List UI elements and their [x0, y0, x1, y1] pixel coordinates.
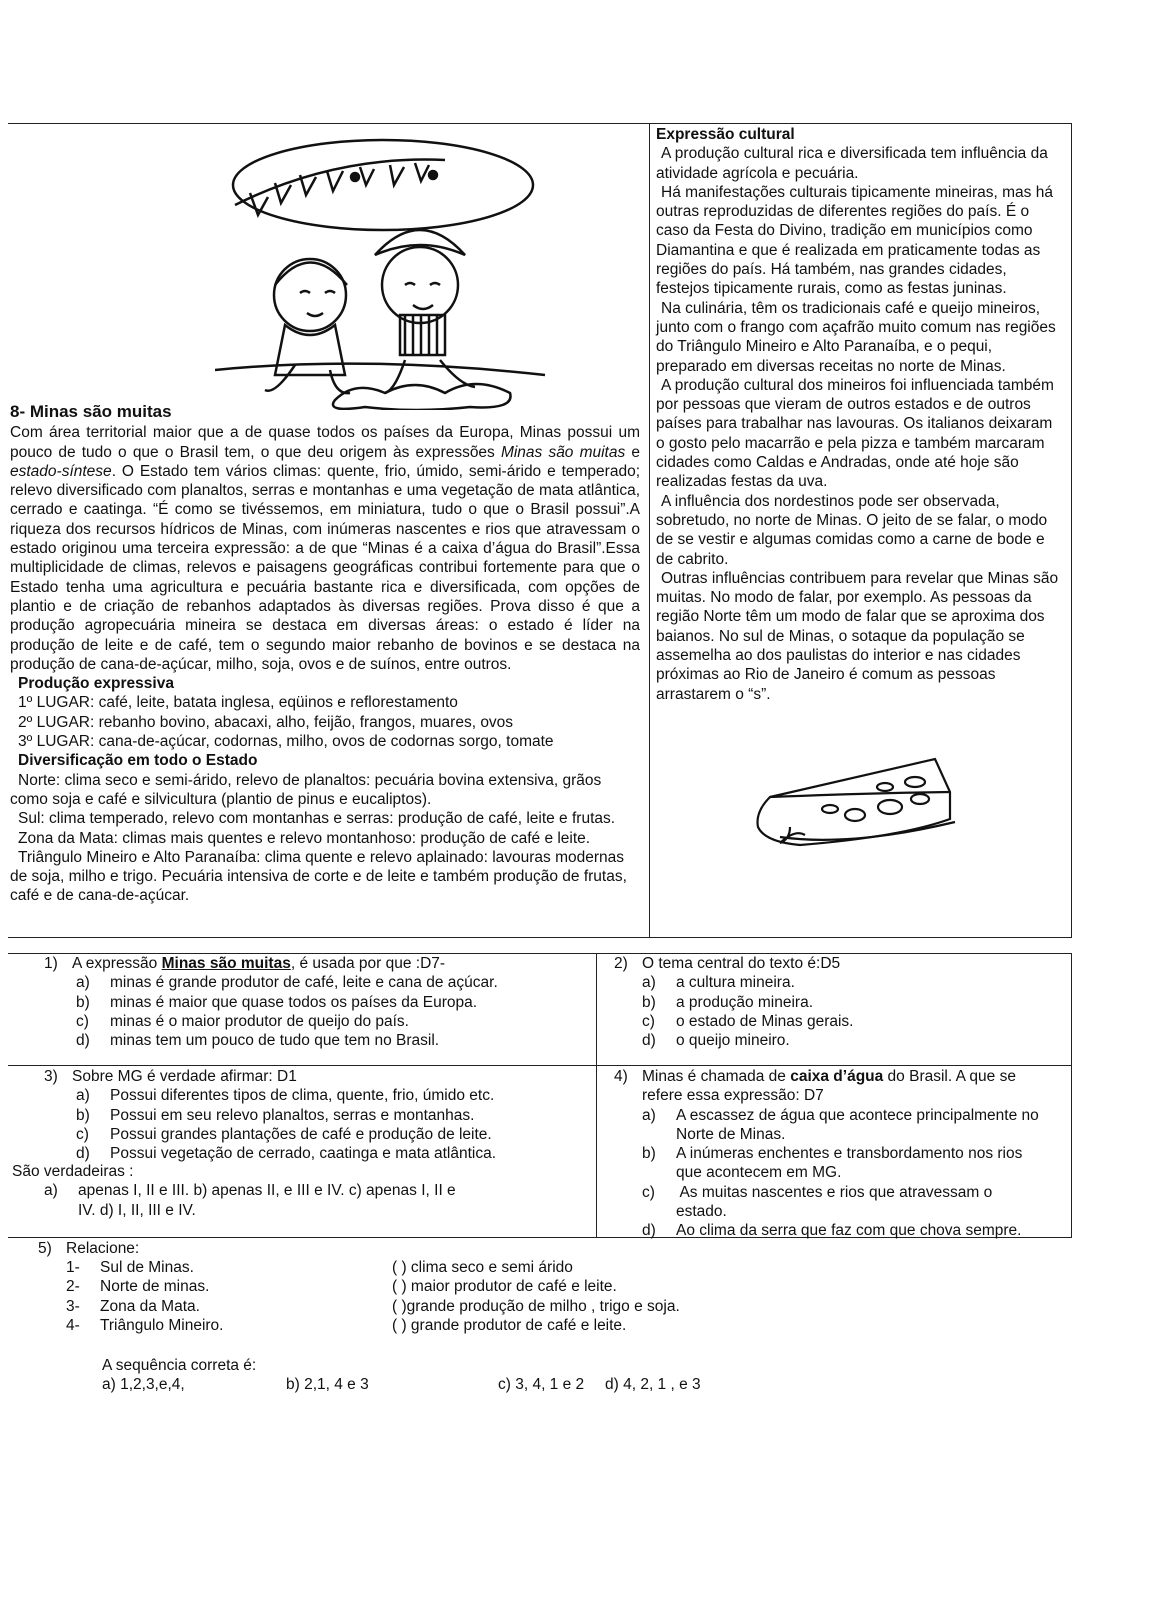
- norte-text: Norte: clima seco e semi-árido, relevo de planaltos: pecuária bovina extensiva, grãos como soja e café e silvicultura (plantio de pinus e eucaliptos).: [10, 771, 602, 808]
- option-text: a produção mineira.: [676, 993, 813, 1011]
- option-text: As muitas nascentes e rios que atravessam o: [676, 1183, 993, 1201]
- option-text: minas é maior que quase todos os países da Europa.: [110, 993, 478, 1011]
- triangulo-text: Triângulo Mineiro e Alto Paranaíba: clima quente e relevo aplainado: lavouras modernas de soja, milho e trigo. Pecuária intensiva de corte e de leite e também produção de frutas, café e de cana-de-açúcar.: [10, 848, 627, 905]
- relacione-item-1: [66, 1258, 386, 1277]
- option-text: o queijo mineiro.: [676, 1032, 790, 1050]
- question-3-options: [44, 1086, 594, 1163]
- divers-title: Diversificação em todo o Estado: [18, 752, 258, 770]
- question-4-options: [614, 1106, 1069, 1241]
- cheese-illustration: [750, 757, 965, 857]
- question-4-stem-line-2: refere essa expressão: D7: [642, 1087, 824, 1105]
- item-number: 2-: [66, 1278, 80, 1296]
- item-text: Possui grandes plantações de café e produção de leite.: [110, 1125, 492, 1143]
- option-text: A escassez de água que acontece principalmente no: [676, 1106, 1039, 1124]
- item-label: d): [76, 1145, 90, 1163]
- intro-part-1: Com área territorial maior que a de quase todos os países da Europa, Minas possui um pouco de tudo o que o Brasil tem, o que deu origem às expressões: [10, 424, 640, 461]
- cultural-paragraph-2: Há manifestações culturais tipicamente mineiras, mas há outras reproduzidas de diferentes regiões do país. É o caso da Festa do Divino, tradição em municípios como Diamantina e que é realizada em praticamente todas as regiões do país. Há também, nas grandes cidades, festejos tipicamente rurais, como as festas juninas.: [656, 183, 1053, 298]
- lugares-list: [10, 693, 640, 751]
- option-2b[interactable]: [642, 993, 1064, 1012]
- right-article: [656, 125, 1064, 704]
- cultural-paragraph-1: A produção cultural rica e diversificada tem influência da atividade agrícola e pecuária.: [656, 145, 1048, 182]
- option-text: a cultura mineira.: [676, 974, 795, 992]
- item-3d: [76, 1144, 594, 1163]
- item-label: c): [76, 1125, 89, 1143]
- option-label: a): [76, 974, 90, 992]
- question-4-pre: Minas é chamada de: [642, 1068, 791, 1085]
- intro-emphasis-2: estado-síntese: [10, 462, 112, 480]
- blank-2[interactable]: ( ) maior produtor de café e leite.: [392, 1278, 617, 1296]
- option-text-cont: que acontecem em MG.: [676, 1164, 842, 1182]
- option-4d[interactable]: [642, 1221, 1069, 1240]
- lugar-2: 2º LUGAR: rebanho bovino, abacaxi, alho, feijão, frangos, muares, ovos: [18, 713, 514, 731]
- q-table-mid: [8, 1065, 1072, 1066]
- q-table-col: [596, 953, 597, 1237]
- question-4-stem: [614, 1067, 1069, 1086]
- item-text: Possui em seu relevo planaltos, serras e montanhas.: [110, 1106, 475, 1124]
- answer-line-2[interactable]: IV. d) I, II, III e IV.: [78, 1201, 196, 1219]
- option-text: A inúmeras enchentes e transbordamento nos rios: [676, 1145, 1023, 1163]
- item-3c: [76, 1125, 594, 1144]
- question-2-options: [614, 973, 1064, 1050]
- blank-4[interactable]: ( ) grande produtor de café e leite.: [392, 1316, 627, 1334]
- option-label: c): [76, 1012, 89, 1030]
- relacione-item-3: [66, 1297, 386, 1316]
- item-number: 4-: [66, 1316, 80, 1334]
- option-label: b): [642, 1145, 656, 1163]
- sequence-prompt: A sequência correta é:: [102, 1357, 257, 1374]
- question-5-text: Relacione:: [66, 1240, 140, 1257]
- question-5-stem: [38, 1239, 758, 1258]
- option-label: d): [642, 1222, 656, 1240]
- option-text-cont: Norte de Minas.: [676, 1125, 786, 1143]
- relacione-item-4: [66, 1316, 386, 1335]
- right-column-border: [1071, 123, 1072, 938]
- item-label: a): [76, 1087, 90, 1105]
- top-section-bottom-rule: [8, 937, 1072, 938]
- blank-3[interactable]: ( )grande produção de milho , trigo e soja.: [392, 1297, 680, 1315]
- cultural-paragraph-6: Outras influências contribuem para revelar que Minas são muitas. No modo de falar, por exemplo. As pessoas da região Norte têm um modo de falar que se aproxima dos baianos. No sul de Minas, o sotaque da população se assemelha ao dos paulistas do interior e nas cidades próximas ao Rio de Janeiro é comum as pessoas arrastarem o “s”.: [656, 569, 1059, 703]
- intro-part-2: e: [625, 443, 640, 461]
- intro-part-3: . O Estado tem vários climas: quente, frio, úmido, semi-árido e temperado; relevo diversificado com planaltos, serras e montanhas e uma vegetação de mata atlântica, cerrado e caatinga. “É como se tivéssemos, em miniatura, tudo o que o Brasil possui”.A riqueza dos recursos hídricos de Minas, com inúmeras nascentes e rios que atravessam o estado originou uma terceira expressão: a de que “Minas é a caixa d’água do Brasil”.Essa multiplicidade de climas, relevos e paisagens geográficas contribui fortemente para que o Estado tenha uma agricultura e pecuária bastante rica e diversificada, com opções de plantio e de criação de rebanhos adaptados às diversas regiões. Prova disso é que a produção agropecuária mineira se destaca em diversas áreas: o estado é líder na produção de leite e de café, tem o segundo maior rebanho de bovinos e se destaca na produção de cana-de-açúcar, milho, soja, ovos e de suínos, entre outros.: [10, 462, 640, 673]
- item-text: Zona da Mata.: [100, 1297, 200, 1315]
- question-4-number: 4): [614, 1068, 628, 1085]
- option-1d[interactable]: [76, 1031, 594, 1050]
- option-2c[interactable]: [642, 1012, 1064, 1031]
- festa-junina-illustration: [215, 135, 560, 410]
- column-divider: [649, 123, 650, 938]
- question-1-post: , é usada por que :D7-: [290, 955, 446, 972]
- item-text: Triângulo Mineiro.: [100, 1316, 224, 1334]
- cultural-paragraph-4: A produção cultural dos mineiros foi influenciada também por pessoas que vieram de outros estados e de outros países para trabalhar nas lavouras. Os italianos deixaram o gosto pelo macarrão e pela pizza e também marcaram cidades como Caldas e Andradas, onde até hoje são realizadas festas da uva.: [656, 376, 1054, 491]
- relacione-items: [66, 1258, 386, 1335]
- item-number: 3-: [66, 1297, 80, 1315]
- sul-text: Sul: clima temperado, relevo com montanhas e serras: produção de café, leite e frutas.: [18, 810, 616, 828]
- blank-1[interactable]: ( ) clima seco e semi árido: [392, 1259, 573, 1276]
- cultural-title: Expressão cultural: [656, 126, 795, 143]
- option-text-cont: estado.: [676, 1203, 727, 1221]
- question-2: [614, 954, 1064, 1050]
- question-2-text: O tema central do texto é:D5: [642, 955, 841, 972]
- option-text: o estado de Minas gerais.: [676, 1012, 854, 1030]
- option-text: Ao clima da serra que faz com que chova sempre.: [676, 1222, 1022, 1240]
- question-1-stem: [44, 954, 594, 973]
- question-4-bold: caixa d’água: [790, 1068, 884, 1085]
- question-5-number: 5): [38, 1240, 52, 1257]
- question-3: [44, 1067, 594, 1163]
- option-text: minas é o maior produtor de queijo do país.: [110, 1012, 409, 1030]
- question-1-bold: Minas são muitas: [161, 955, 291, 972]
- option-label: c): [642, 1012, 655, 1030]
- question-3-answers: [12, 1162, 592, 1220]
- intro-emphasis-1: Minas são muitas: [500, 443, 626, 461]
- question-2-stem: [614, 954, 1064, 973]
- question-5: [38, 1239, 758, 1393]
- left-article: [10, 402, 640, 906]
- relacione-item-2: [66, 1277, 386, 1296]
- sequence-answer-d[interactable]: d) 4, 2, 1 , e 3: [605, 1376, 701, 1393]
- sequence-answer-b[interactable]: b) 2,1, 4 e 3: [286, 1376, 369, 1393]
- producao-title: Produção expressiva: [18, 675, 174, 693]
- option-2d[interactable]: [642, 1031, 1064, 1050]
- option-4b[interactable]: [642, 1144, 1069, 1183]
- question-1-options: [44, 973, 594, 1050]
- cultural-paragraph-3: Na culinária, têm os tradicionais café e queijo mineiros, junto com o frango com açafrão muito comum nas regiões do Triângulo Mineiro e Alto Paranaíba, e o pequi, preparado em diversas receitas no norte de Minas.: [656, 299, 1056, 375]
- sequence-answer-a[interactable]: a) 1,2,3,e,4,: [102, 1376, 185, 1393]
- item-number: 1-: [66, 1259, 80, 1276]
- option-label: d): [642, 1032, 656, 1050]
- relacione-blanks: [392, 1258, 752, 1335]
- sequence-answer-c[interactable]: c) 3, 4, 1 e 2: [498, 1376, 585, 1393]
- option-2a[interactable]: [642, 973, 1064, 992]
- question-3-stem: [44, 1067, 594, 1086]
- option-label: a): [642, 974, 656, 992]
- question-3-text: Sobre MG é verdade afirmar: D1: [72, 1068, 297, 1085]
- question-1-number: 1): [44, 955, 58, 972]
- cultural-paragraph-5: A influência dos nordestinos pode ser observada, sobretudo, no norte de Minas. O jeito de se falar, o modo de se vestir e algumas comidas como a carne de bode e de cabrito.: [656, 492, 1048, 568]
- answer-line-1[interactable]: [12, 1181, 592, 1200]
- option-text: minas tem um pouco de tudo que tem no Brasil.: [110, 1032, 440, 1050]
- option-1c[interactable]: [76, 1012, 594, 1031]
- option-label: d): [76, 1032, 90, 1050]
- lugar-1: 1º LUGAR: café, leite, batata inglesa, eqüinos e reflorestamento: [18, 694, 458, 712]
- question-1-pre: A expressão: [72, 955, 162, 972]
- sao-verdadeiras: São verdadeiras :: [12, 1163, 134, 1180]
- mata-text: Zona da Mata: climas mais quentes e relevo montanhoso: produção de café e leite.: [18, 829, 591, 847]
- answer-text: apenas I, II e III. b) apenas II, e III e IV. c) apenas I, II e: [78, 1182, 456, 1200]
- lugar-3: 3º LUGAR: cana-de-açúcar, codornas, milho, ovos de codornas sorgo, tomate: [18, 733, 554, 751]
- option-4a[interactable]: [642, 1106, 1069, 1145]
- option-4c[interactable]: [642, 1183, 1069, 1222]
- item-3a: [76, 1086, 594, 1105]
- option-1b[interactable]: [76, 993, 594, 1012]
- item-text: Possui diferentes tipos de clima, quente, frio, úmido etc.: [110, 1087, 495, 1105]
- question-4: [614, 1067, 1069, 1241]
- option-label: a): [642, 1106, 656, 1124]
- option-label: b): [642, 993, 656, 1011]
- question-2-number: 2): [614, 955, 628, 972]
- top-rule: [8, 123, 1072, 124]
- question-1: [44, 954, 594, 1050]
- option-1a[interactable]: [76, 973, 594, 992]
- item-text: Norte de minas.: [100, 1278, 210, 1296]
- question-3-number: 3): [44, 1068, 58, 1085]
- item-3b: [76, 1106, 594, 1125]
- item-text: Sul de Minas.: [100, 1259, 194, 1276]
- option-text: minas é grande produtor de café, leite e cana de açúcar.: [110, 974, 498, 992]
- option-label: b): [76, 993, 90, 1011]
- option-label: c): [642, 1183, 655, 1201]
- q-table-right: [1071, 953, 1072, 1237]
- answer-label: a): [44, 1182, 58, 1200]
- item-label: b): [76, 1106, 90, 1124]
- article-title: 8- Minas são muitas: [10, 402, 172, 421]
- question-4-post: do Brasil. A que se: [883, 1068, 1016, 1085]
- article-intro: [10, 423, 640, 674]
- item-text: Possui vegetação de cerrado, caatinga e mata atlântica.: [110, 1145, 497, 1163]
